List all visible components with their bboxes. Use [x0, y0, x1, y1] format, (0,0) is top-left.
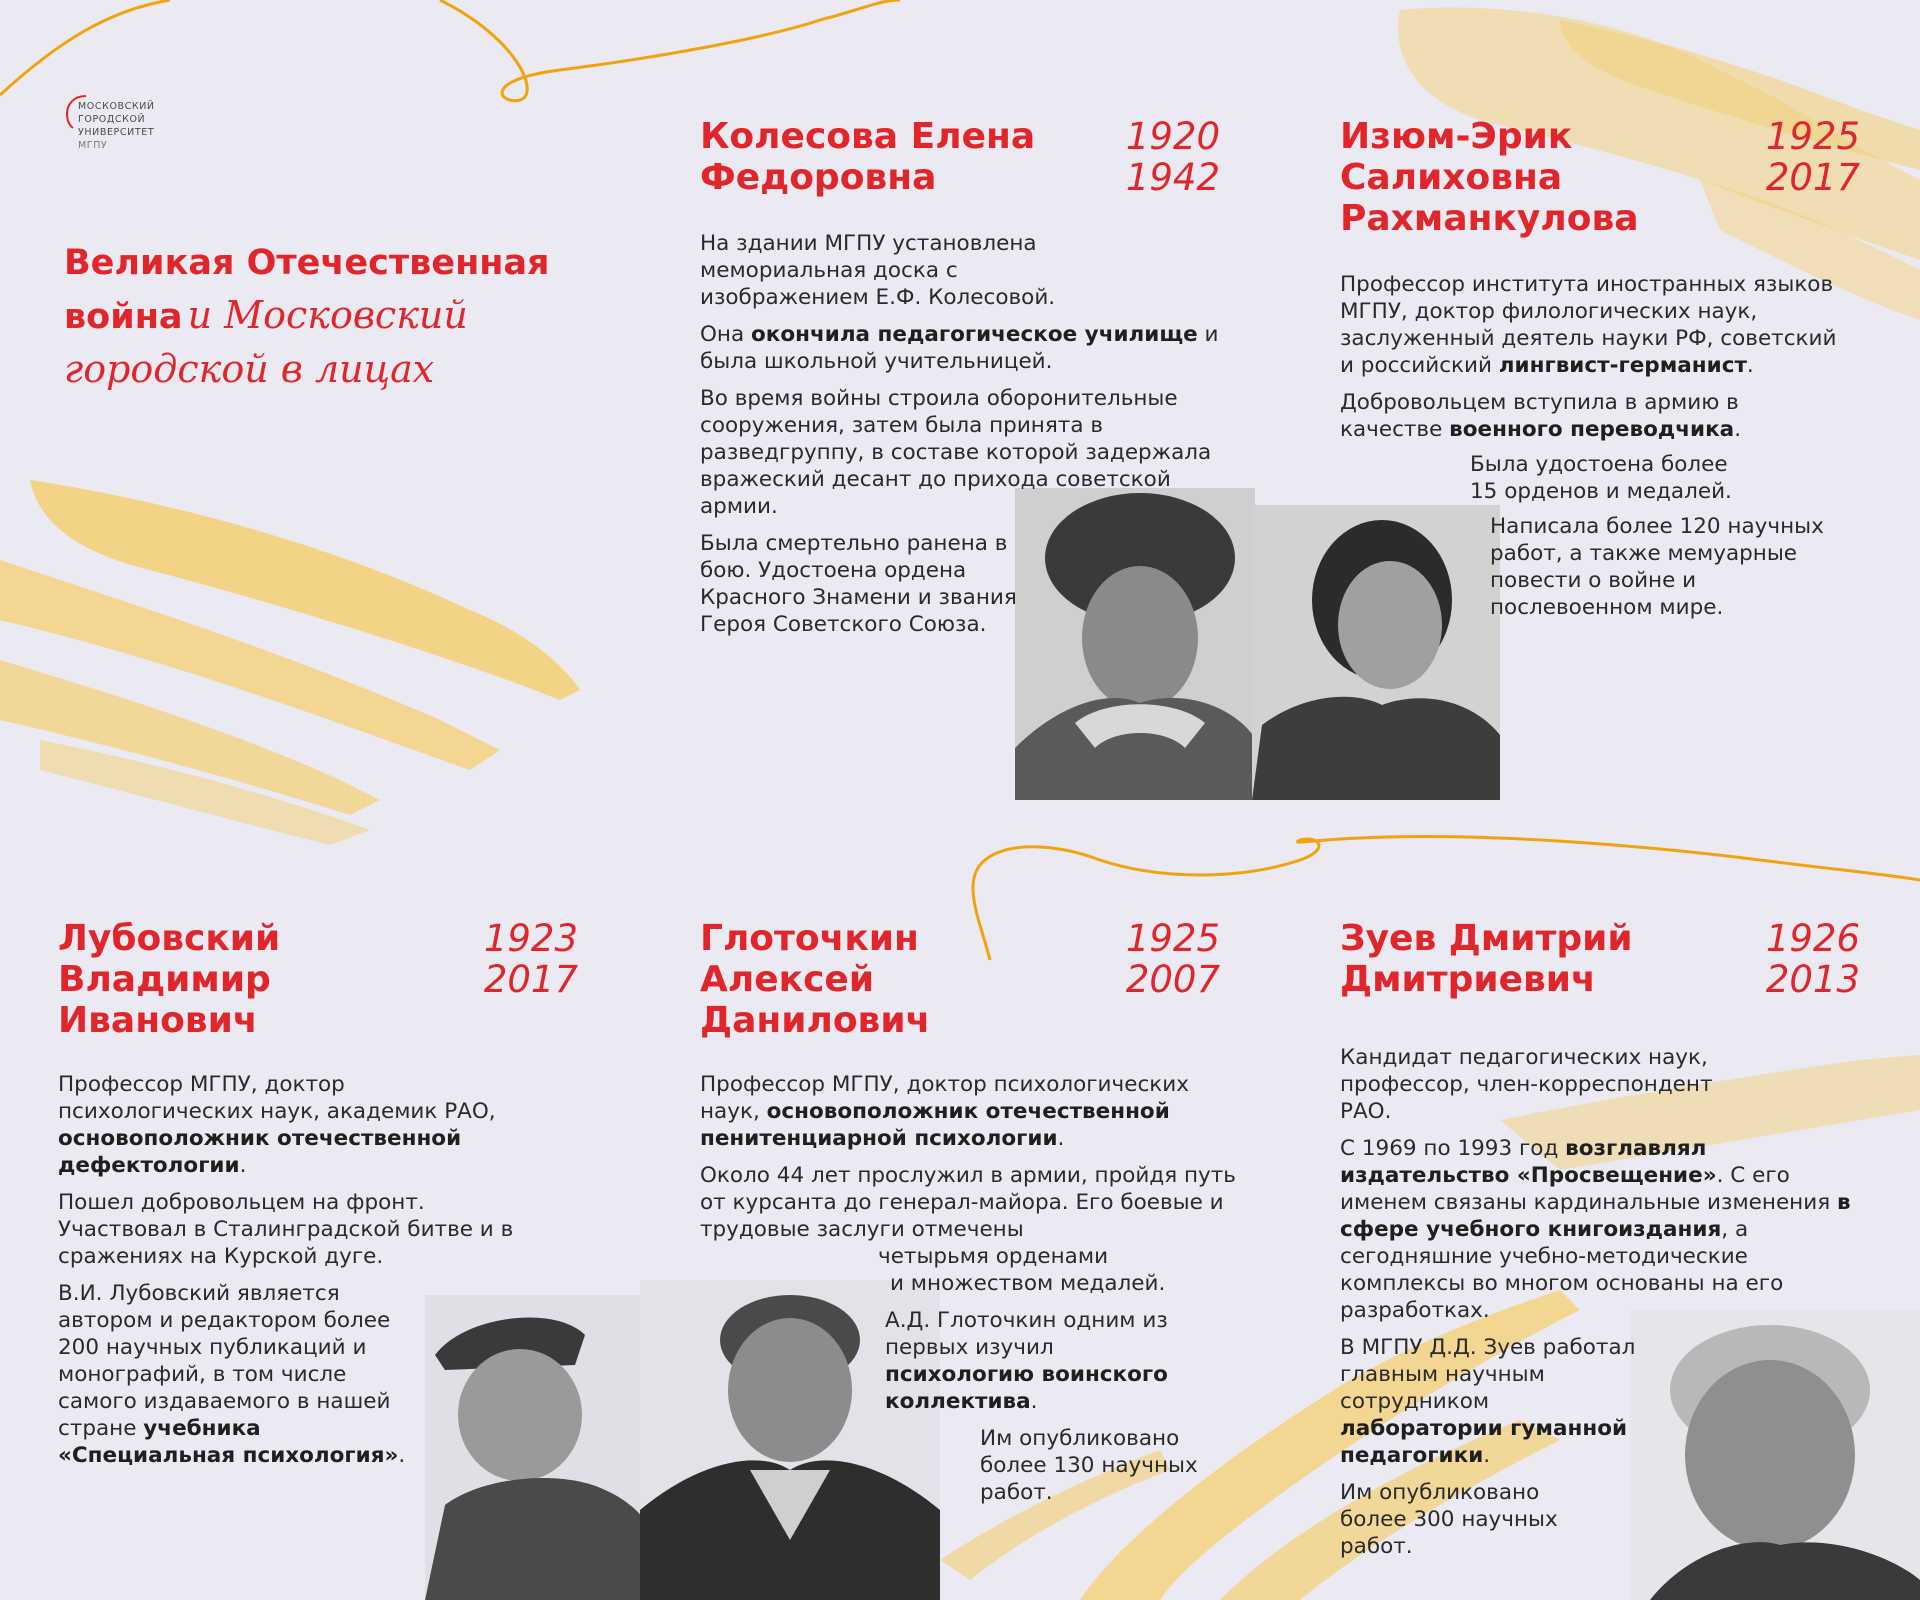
text-emphasis: в сфере учебного книгоиздания: [1340, 1190, 1851, 1242]
bio-paragraph-2: Пошел добровольцем на фронт. Участвовал в Сталинградской битве и в сражениях на Курской дуге.: [58, 1190, 514, 1269]
title-line-2-sans: война: [64, 297, 183, 337]
text-span: С 1969 по 1993 год: [1340, 1136, 1566, 1161]
title-line-1: Великая Отечественная: [64, 243, 550, 283]
bio-paragraph-1: Кандидат педагогических наук, профессор, член-корреспондент РАО.: [1340, 1045, 1713, 1124]
name-line-1: Колесова Елена: [700, 116, 1036, 157]
text-emphasis: психологию воинского коллектива: [885, 1362, 1168, 1414]
text-span: и множеством медалей.: [890, 1271, 1166, 1296]
text-span: , а сегодняшние учебно-методические комплексы во многом основаны на его разработках.: [1340, 1217, 1784, 1323]
year-died: 2007: [1125, 958, 1220, 1001]
person-card-kolesova: [700, 116, 1220, 638]
text-emphasis: окончила педагогическое училище: [751, 322, 1198, 347]
life-years: [1766, 918, 1860, 1000]
text-span: А.Д. Глоточкин одним из первых изучил: [885, 1308, 1168, 1360]
text-span: .: [1746, 353, 1754, 378]
life-years: [1126, 918, 1220, 1000]
person-header: [700, 116, 1220, 198]
text-span: .: [1030, 1389, 1038, 1414]
bio-paragraph-1: На здании МГПУ установлена мемориальная доска с изображением Е.Ф. Колесовой.: [700, 231, 1056, 310]
text-span: Профессор МГПУ, доктор психологических наук,: [700, 1072, 1189, 1124]
person-header: [58, 918, 578, 1041]
bio-paragraph-1: [58, 1071, 528, 1179]
name-line-1: Зуев Дмитрий: [1340, 918, 1633, 959]
text-span: Она: [700, 322, 751, 347]
year-died: 2013: [1765, 958, 1860, 1001]
bio-paragraph-3: [885, 1307, 1195, 1415]
person-card-glotochkin: [700, 917, 1236, 1506]
bio-paragraph-4: Им опубликовано более 130 научных работ.: [980, 1426, 1198, 1505]
person-header: [1340, 116, 1860, 239]
bio-paragraph-1: [700, 1071, 1220, 1152]
year-died: 1942: [1125, 156, 1220, 199]
year-born: 1925: [1765, 115, 1860, 158]
text-emphasis: возглавлял издательство «Просвещение»: [1340, 1136, 1717, 1188]
year-died: 2017: [483, 958, 578, 1001]
life-years: [1766, 116, 1860, 198]
person-card-lubovsky: [58, 918, 578, 1469]
name-line-3: Данилович: [700, 1000, 931, 1041]
text-span: . С его именем связаны кардинальные изменения: [1340, 1163, 1837, 1215]
person-card-zuev: [1340, 918, 1860, 1560]
text-span: и была школьной учительницей.: [700, 322, 1219, 374]
life-years: [484, 918, 578, 1000]
text-emphasis: основоположник отечественной пенитенциарной психологии: [700, 1099, 1170, 1151]
bio-paragraph-2: [1340, 1135, 1860, 1324]
life-years: [1126, 116, 1220, 198]
year-died: 2017: [1765, 156, 1860, 199]
name-line-1: Лубовский: [58, 918, 281, 959]
text-span: четырьмя орденами: [878, 1244, 1109, 1269]
year-born: 1920: [1125, 115, 1220, 158]
name-line-1: Глоточкин: [700, 918, 919, 959]
page-title: [64, 240, 604, 400]
bio-paragraph-4: Была смертельно ранена в бою. Удостоена ордена Красного Знамени и звания Героя Советского Союза.: [700, 531, 1017, 637]
name-line-3: Рахманкулова: [1340, 198, 1639, 239]
bio-paragraph-4: Написала более 120 научных работ, а также мемуарные повести о войне и послевоенном мире.: [1490, 514, 1824, 620]
bio-paragraph-3: [58, 1280, 428, 1469]
name-line-1: Изюм-Эрик: [1340, 116, 1573, 157]
text-span: В.И. Лубовский является автором и редактором более 200 научных публикаций и монографий, в том числе самого издаваемого в нашей стране: [58, 1281, 391, 1441]
text-emphasis: лингвист-германист: [1498, 353, 1747, 378]
logo-line-2: ГОРОДСКОЙ: [78, 114, 146, 125]
name-line-2: Дмитриевич: [1340, 959, 1596, 1000]
text-span: В МГПУ Д.Д. Зуев работал главным научным сотрудником: [1340, 1335, 1636, 1414]
text-span: Около 44 лет прослужил в армии, пройдя путь от курсанта до генерал-майора. Его боевые и трудовые заслуги отмечены: [700, 1163, 1236, 1242]
title-line-3: городской в лицах: [64, 347, 435, 391]
year-born: 1923: [483, 917, 578, 960]
person-header: [1340, 918, 1860, 1000]
logo-line-1: МОСКОВСКИЙ: [78, 101, 155, 112]
logo-text: [78, 100, 218, 152]
text-emphasis: военного переводчика: [1449, 417, 1735, 442]
person-card-rakhmankulova: [1340, 116, 1860, 621]
logo-abbr: МГПУ: [78, 140, 108, 151]
text-span: .: [398, 1443, 406, 1468]
name-line-2: Салиховна: [1340, 157, 1563, 198]
name-line-2: Федоровна: [700, 157, 937, 198]
person-header: [700, 918, 1220, 1041]
text-span: Во время войны строила оборонительные сооружения, затем была принята в разведгруппу, в составе которой задержала вражеский десант до прихода советской армии.: [700, 386, 1212, 519]
bio-paragraph-1: [1340, 271, 1840, 379]
text-span: .: [1483, 1443, 1491, 1468]
text-span: Профессор МГПУ, доктор психологических наук, академик РАО,: [58, 1072, 496, 1124]
name-line-3: Иванович: [58, 1000, 258, 1041]
name-line-2: Алексей: [700, 959, 875, 1000]
bio-paragraph-2: [700, 321, 1220, 375]
bio-paragraph-3: Была удостоена более 15 орденов и медалей.: [1470, 452, 1732, 504]
text-span: Добровольцем вступила в армию в качестве: [1340, 390, 1739, 442]
year-born: 1926: [1765, 917, 1860, 960]
text-span: .: [1734, 417, 1742, 442]
logo-line-3: УНИВЕРСИТЕТ: [78, 127, 155, 138]
text-emphasis: основоположник отечественной дефектологии: [58, 1126, 462, 1178]
bio-paragraph-3: [1340, 1334, 1640, 1469]
text-span: .: [239, 1153, 247, 1178]
year-born: 1925: [1125, 917, 1220, 960]
text-emphasis: лаборатории гуманной педагогики: [1340, 1416, 1628, 1468]
name-line-2: Владимир: [58, 959, 271, 1000]
text-emphasis: учебника «Специальная психология»: [58, 1416, 399, 1468]
bio-paragraph-3: [700, 385, 1230, 520]
bio-paragraph-4: Им опубликовано более 300 научных работ.: [1340, 1480, 1558, 1559]
title-line-2-serif: и Московский: [187, 293, 468, 337]
text-span: .: [1057, 1126, 1065, 1151]
bio-paragraph-2: [1340, 389, 1800, 443]
text-span: Профессор института иностранных языков МГПУ, доктор филологических наук, заслуженный деятель науки РФ, советский и российский: [1340, 272, 1837, 378]
bio-paragraph-2: [700, 1162, 1240, 1297]
